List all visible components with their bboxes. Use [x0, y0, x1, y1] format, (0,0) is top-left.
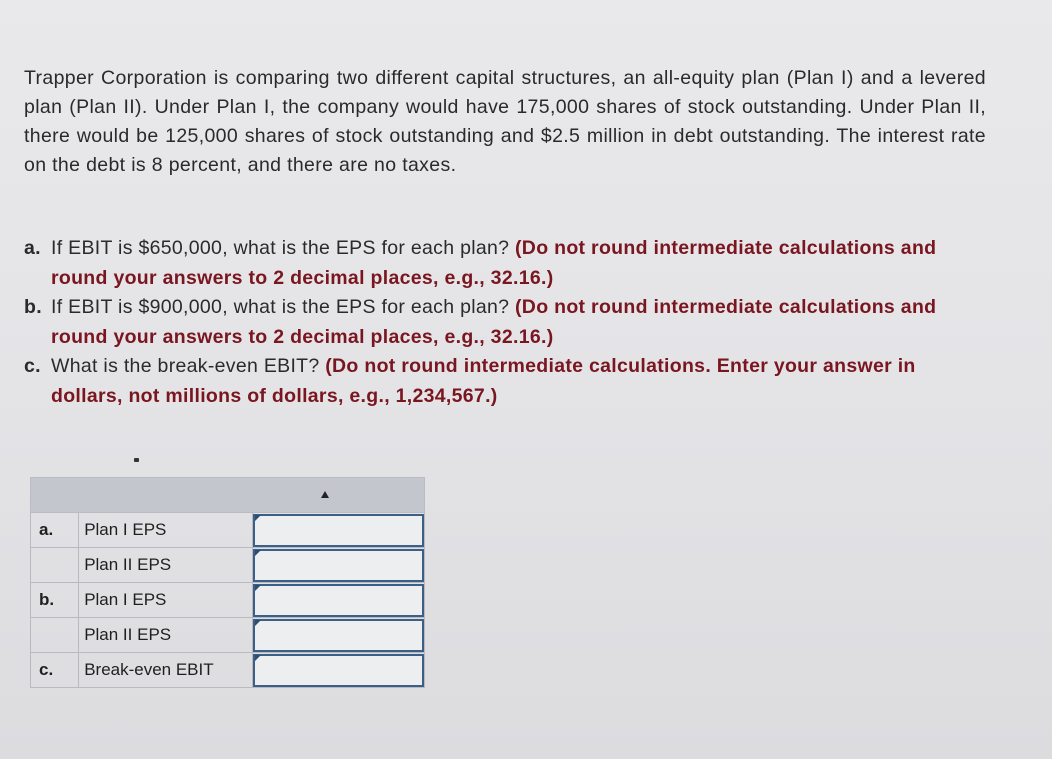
input-flag-icon: [255, 655, 261, 661]
answer-table: [30, 477, 425, 688]
problem-statement: Trapper Corporation is comparing two different capital structures, an all-equity plan (Plan I) and a levered plan (Plan II). Under Plan I, the company would have 175,000 shares of stock outstanding. Under Plan II, there would be 125,000 shares of stock outstanding and $2.5 million in debt outstanding. The interest rate on the debt is 8 percent, and there are no taxes.: [24, 67, 986, 176]
question-instruction: (Do not round intermediate calculations and round your answers to 2 decimal places, e.g., 32.16.): [51, 296, 937, 348]
plan-2-eps-a-input[interactable]: [253, 549, 424, 582]
question-letter: a.: [24, 237, 41, 259]
answer-cell: [253, 583, 425, 618]
row-label: Plan II EPS: [79, 548, 253, 583]
input-flag-icon: [255, 515, 261, 521]
row-letter: c.: [31, 653, 79, 688]
input-flag-icon: [255, 585, 261, 591]
table-row: [31, 583, 425, 618]
table-row: [31, 548, 425, 583]
input-flag-icon: [255, 620, 261, 626]
question-letter: c.: [24, 355, 41, 377]
answer-table-header: [31, 478, 425, 513]
answer-cell: [253, 513, 425, 548]
question-text: If EBIT is $650,000, what is the EPS for each plan?: [51, 237, 510, 259]
answer-cell: [253, 618, 425, 653]
plan-1-eps-a-input[interactable]: [253, 514, 424, 547]
answer-cell: [253, 548, 425, 583]
table-row: [31, 653, 425, 688]
row-label: Break-even EBIT: [79, 653, 253, 688]
question-list: [24, 234, 989, 411]
row-letter: a.: [31, 513, 79, 548]
question-b: [24, 293, 989, 352]
table-row: [31, 618, 425, 653]
question-text: If EBIT is $900,000, what is the EPS for each plan?: [51, 296, 510, 318]
question-c: [24, 352, 989, 411]
row-letter: [31, 618, 79, 653]
row-label: Plan II EPS: [79, 618, 253, 653]
row-label: Plan I EPS: [79, 513, 253, 548]
plan-1-eps-b-input[interactable]: [253, 584, 424, 617]
question-letter: b.: [24, 296, 42, 318]
question-a: [24, 234, 989, 293]
answer-cell: [253, 653, 425, 688]
triangle-marker-icon: [321, 491, 329, 498]
question-text: What is the break-even EBIT?: [51, 355, 320, 377]
table-row: [31, 513, 425, 548]
question-instruction: (Do not round intermediate calculations and round your answers to 2 decimal places, e.g., 32.16.): [51, 237, 937, 289]
plan-2-eps-b-input[interactable]: [253, 619, 424, 652]
stray-dot: [134, 458, 139, 462]
row-label: Plan I EPS: [79, 583, 253, 618]
row-letter: [31, 548, 79, 583]
input-flag-icon: [255, 550, 261, 556]
row-letter: b.: [31, 583, 79, 618]
answer-table-header-cell: [31, 478, 425, 513]
question-instruction: (Do not round intermediate calculations. Enter your answer in dollars, not millions of dollars, e.g., 1,234,567.): [51, 355, 916, 407]
break-even-ebit-input[interactable]: [253, 654, 424, 687]
